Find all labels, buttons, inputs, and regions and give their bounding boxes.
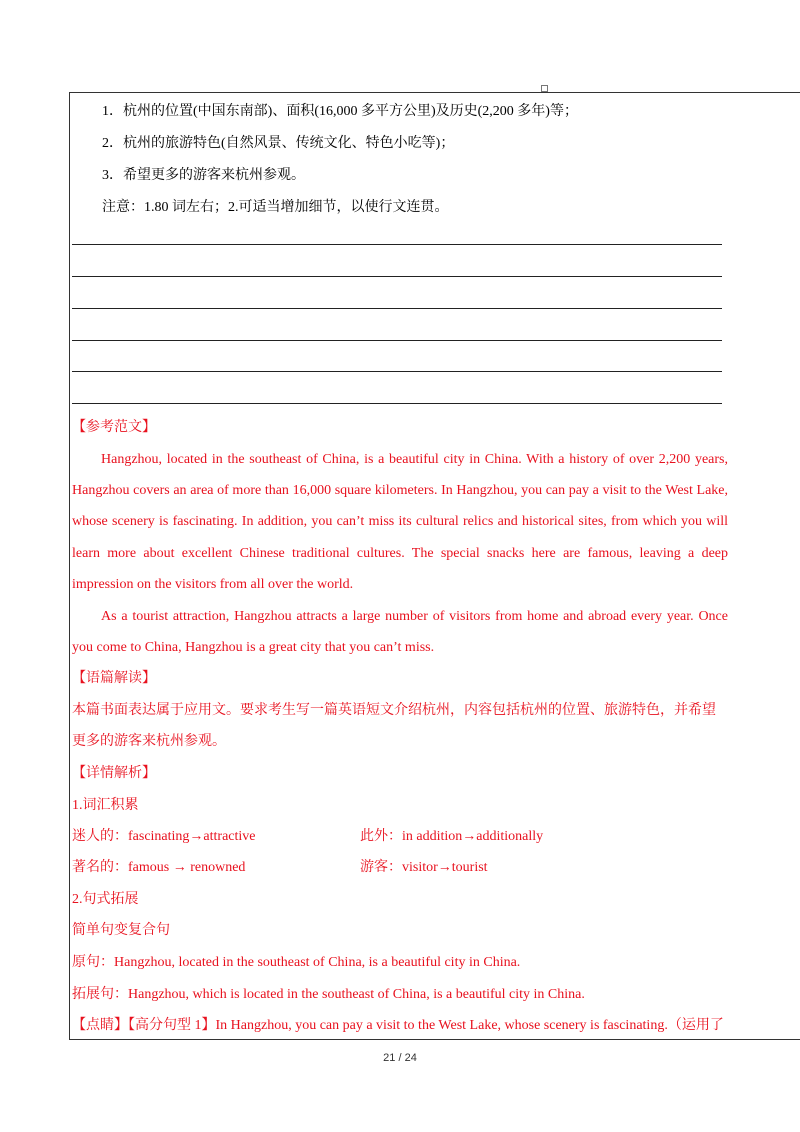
corner-mark bbox=[541, 85, 548, 92]
sample-essay-line: Hangzhou covers an area of more than 16,000 square kilometers. In Hangzhou, you can pay a visit to the West Lake, bbox=[72, 483, 728, 498]
answer-line bbox=[72, 403, 722, 404]
writing-note: 注意：1.80 词左右；2.可适当增加细节，以使行文连贯。 bbox=[102, 200, 449, 215]
answer-line bbox=[72, 340, 722, 341]
answer-line bbox=[72, 371, 722, 372]
vocab-row bbox=[72, 858, 488, 878]
sample-essay-line: As a tourist attraction, Hangzhou attracts a large number of visitors from home and abroad every year. Once bbox=[101, 609, 728, 624]
vocab-left: 著名的：famous → renowned bbox=[72, 860, 246, 875]
sample-essay-line: impression on the visitors from all over the world. bbox=[72, 577, 354, 592]
sample-essay-heading: 【参考范文】 bbox=[72, 420, 156, 435]
sentence-subtitle: 简单句变复合句 bbox=[72, 923, 170, 938]
page-frame bbox=[69, 92, 800, 1040]
original-sentence: 原句：Hangzhou, located in the southeast of China, is a beautiful city in China. bbox=[72, 955, 521, 970]
sample-essay-line: learn more about excellent Chinese traditional cultures. The special snacks here are famous, leaving a deep bbox=[72, 546, 728, 561]
sample-essay-line: whose scenery is fascinating. In addition, you can’t miss its cultural relics and historical sites, from which you will bbox=[72, 514, 728, 529]
answer-line bbox=[72, 308, 722, 309]
sample-essay-line: you come to China, Hangzhou is a great city that you can’t miss. bbox=[72, 640, 435, 655]
analysis-heading: 【详情解析】 bbox=[72, 766, 156, 781]
answer-line bbox=[72, 244, 722, 245]
vocab-title: 1.词汇积累 bbox=[72, 798, 139, 813]
expanded-sentence: 拓展句：Hangzhou, which is located in the southeast of China, is a beautiful city in China. bbox=[72, 987, 585, 1002]
highlight-sentence: 【点睛】【高分句型 1】In Hangzhou, you can pay a visit to the West Lake, whose scenery is fascinating.（运用了 bbox=[72, 1018, 724, 1033]
page-number: 21 / 24 bbox=[383, 1052, 417, 1064]
sentence-title: 2.句式拓展 bbox=[72, 892, 139, 907]
vocab-left: 迷人的：fascinating→attractive bbox=[72, 829, 256, 844]
answer-line bbox=[72, 276, 722, 277]
vocab-right: 游客：visitor→tourist bbox=[360, 860, 488, 875]
vocab-row bbox=[72, 827, 544, 847]
sample-essay-line: Hangzhou, located in the southeast of China, is a beautiful city in China. With a history of over 2,200 years, bbox=[101, 452, 728, 467]
vocab-right: 此外：in addition→additionally bbox=[360, 829, 544, 844]
requirement-item-1: 1．杭州的位置(中国东南部)、面积(16,000 多平方公里)及历史(2,200 多年)等； bbox=[102, 104, 578, 119]
reading-heading: 【语篇解读】 bbox=[72, 671, 156, 686]
reading-line: 本篇书面表达属于应用文。要求考生写一篇英语短文介绍杭州，内容包括杭州的位置、旅游特色，并希望 bbox=[72, 703, 716, 718]
requirement-item-3: 3．希望更多的游客来杭州参观。 bbox=[102, 168, 305, 183]
reading-line: 更多的游客来杭州参观。 bbox=[72, 734, 226, 749]
requirement-item-2: 2．杭州的旅游特色(自然风景、传统文化、特色小吃等)； bbox=[102, 136, 455, 151]
